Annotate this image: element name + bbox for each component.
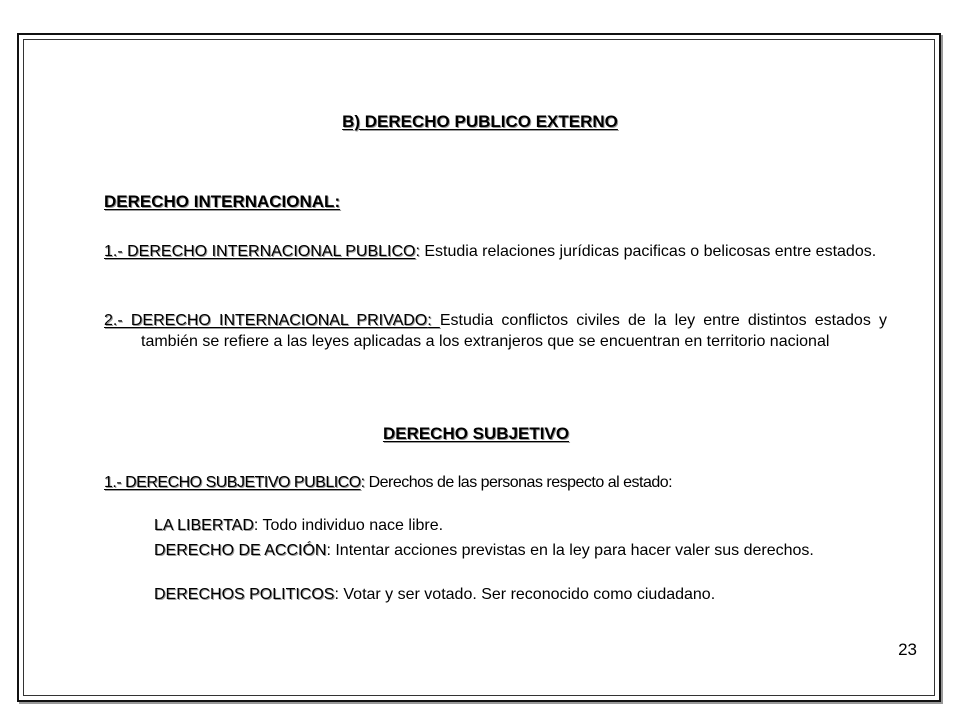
item-text: Estudia conflictos civiles de la ley entre distintos estados y también se refiere a las leyes aplicadas a los extranjeros que se encuentran en territorio nacional <box>141 312 888 350</box>
item-term: 1.- DERECHO INTERNACIONAL PUBLICO <box>104 243 416 260</box>
item-derecho-internacional-privado <box>104 310 887 352</box>
subitem-term: LA LIBERTAD <box>154 517 254 534</box>
subitem-text: : Votar y ser votado. Ser reconocido como ciudadano. <box>334 586 716 603</box>
item-text: Derechos de las personas respecto al estado: <box>364 474 673 491</box>
subitem-text: : Todo individuo nace libre. <box>253 517 444 534</box>
page-number: 23 <box>898 640 917 659</box>
item-term: 2.- DERECHO INTERNACIONAL PRIVADO <box>104 312 428 329</box>
item-text: Estudia relaciones jurídicas pacificas o belicosas entre estados. <box>419 243 877 260</box>
item-derecho-internacional-publico <box>104 241 887 262</box>
subitem-text: : Intentar acciones previstas en la ley para hacer valer sus derechos. <box>326 542 814 559</box>
item-separator: : <box>427 312 440 329</box>
subitem-term: DERECHOS POLITICOS <box>154 586 335 603</box>
item-separator: : <box>360 474 365 491</box>
item-separator: : <box>415 243 420 260</box>
subitem-derecho-accion <box>154 540 882 561</box>
subitem-libertad <box>154 515 882 536</box>
subitem-term: DERECHO DE ACCIÓN <box>154 542 327 559</box>
subitem-derechos-politicos <box>154 584 882 605</box>
section-heading-subjetivo: DERECHO SUBJETIVO <box>382 424 570 443</box>
item-term: 1.- DERECHO SUBJETIVO PUBLICO <box>104 474 361 491</box>
item-derecho-subjetivo-publico <box>104 472 887 493</box>
slide-title: B) DERECHO PUBLICO EXTERNO <box>342 112 618 131</box>
section-heading-internacional: DERECHO INTERNACIONAL: <box>104 192 341 211</box>
